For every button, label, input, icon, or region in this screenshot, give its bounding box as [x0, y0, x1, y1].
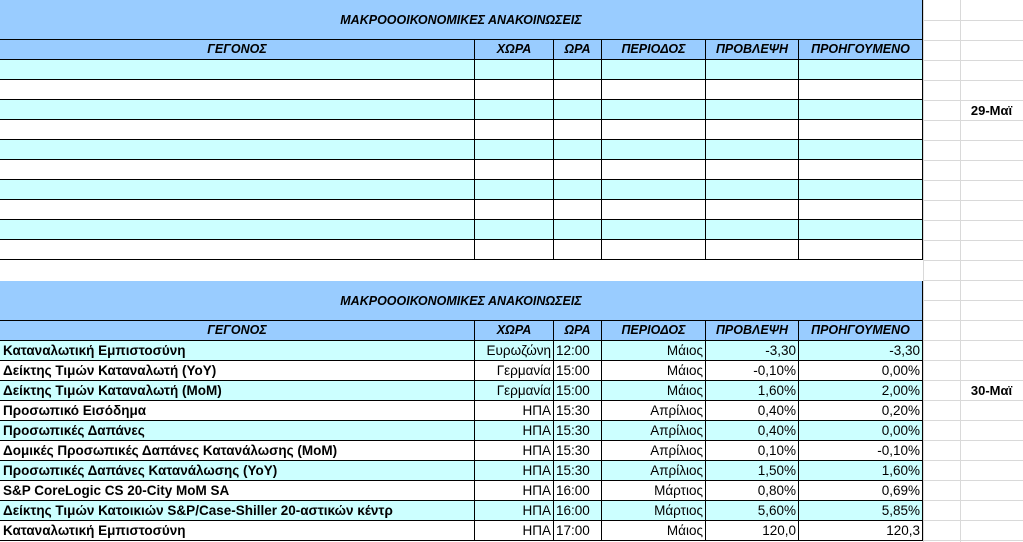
- cell-event[interactable]: Καταναλωτική Εμπιστοσύνη: [0, 521, 475, 541]
- cell-previous[interactable]: 0,00%: [799, 361, 923, 381]
- column-header-previous: ΠΡΟΗΓΟΥΜΕΝΟ: [799, 40, 923, 60]
- gridline: [923, 300, 1023, 301]
- cell-event[interactable]: S&P CoreLogic CS 20-City MoM SA: [0, 481, 475, 501]
- cell-event[interactable]: [0, 120, 475, 140]
- cell-previous[interactable]: 120,3: [799, 521, 923, 541]
- gridline: [923, 340, 1023, 341]
- cell-previous[interactable]: 0,69%: [799, 481, 923, 501]
- gridline: [923, 100, 1023, 101]
- cell-event[interactable]: Προσωπικές Δαπάνες Κατανάλωσης (YoY): [0, 461, 475, 481]
- cell-period[interactable]: Μάρτιος: [602, 501, 706, 521]
- cell-event[interactable]: [0, 100, 475, 120]
- cell-forecast[interactable]: 1,60%: [706, 381, 799, 401]
- cell-event[interactable]: [0, 140, 475, 160]
- cell-period[interactable]: [602, 240, 706, 260]
- cell-previous[interactable]: 2,00%: [799, 381, 923, 401]
- cell-event[interactable]: [0, 220, 475, 240]
- cell-time[interactable]: 15:30: [554, 461, 602, 481]
- cell-event[interactable]: Δείκτης Τιμών Κατοικιών S&P/Case-Shiller 20-αστικών κέντρ: [0, 501, 475, 521]
- cell-time[interactable]: 15:00: [554, 361, 602, 381]
- cell-forecast[interactable]: [706, 60, 799, 80]
- cell-event[interactable]: [0, 60, 475, 80]
- cell-time[interactable]: [554, 240, 602, 260]
- cell-forecast[interactable]: 0,80%: [706, 481, 799, 501]
- cell-forecast[interactable]: 0,40%: [706, 421, 799, 441]
- cell-event[interactable]: Προσωπικό Εισόδημα: [0, 401, 475, 421]
- gridline: [923, 260, 1023, 261]
- cell-forecast[interactable]: 0,10%: [706, 441, 799, 461]
- cell-time[interactable]: [554, 140, 602, 160]
- cell-previous[interactable]: [799, 200, 923, 220]
- cell-period[interactable]: [602, 160, 706, 180]
- gridline: [923, 80, 1023, 81]
- cell-country[interactable]: Γερμανία: [475, 361, 554, 381]
- gridline: [923, 60, 1023, 61]
- column-header-forecast: ΠΡΟΒΛΕΨΗ: [706, 40, 799, 60]
- gridline: [923, 480, 1023, 481]
- cell-event[interactable]: Δομικές Προσωπικές Δαπάνες Κατανάλωσης (MoM): [0, 441, 475, 461]
- cell-previous[interactable]: [799, 180, 923, 200]
- cell-country[interactable]: [475, 140, 554, 160]
- gridline: [923, 420, 1023, 421]
- cell-country[interactable]: [475, 120, 554, 140]
- cell-forecast[interactable]: [706, 160, 799, 180]
- cell-event[interactable]: [0, 80, 475, 100]
- cell-period[interactable]: Απρίλιος: [602, 421, 706, 441]
- gridline: [923, 520, 1023, 521]
- column-header-forecast: ΠΡΟΒΛΕΨΗ: [706, 321, 799, 341]
- cell-country[interactable]: ΗΠΑ: [475, 501, 554, 521]
- cell-period[interactable]: Μάιος: [602, 361, 706, 381]
- cell-forecast[interactable]: [706, 180, 799, 200]
- cell-country[interactable]: [475, 60, 554, 80]
- column-header-country: ΧΩΡΑ: [475, 321, 554, 341]
- cell-previous[interactable]: [799, 220, 923, 240]
- column-header-event: ΓΕΓΟΝΟΣ: [0, 40, 475, 60]
- cell-previous[interactable]: 0,00%: [799, 421, 923, 441]
- cell-time[interactable]: [554, 60, 602, 80]
- cell-forecast[interactable]: -0,10%: [706, 361, 799, 381]
- cell-forecast[interactable]: [706, 140, 799, 160]
- gridline: [923, 440, 1023, 441]
- cell-country[interactable]: [475, 160, 554, 180]
- cell-previous[interactable]: [799, 100, 923, 120]
- cell-event[interactable]: [0, 240, 475, 260]
- column-header-period: ΠΕΡΙΟΔΟΣ: [602, 40, 706, 60]
- cell-forecast[interactable]: [706, 220, 799, 240]
- cell-time[interactable]: 16:00: [554, 501, 602, 521]
- cell-country[interactable]: ΗΠΑ: [475, 441, 554, 461]
- cell-country[interactable]: Γερμανία: [475, 381, 554, 401]
- cell-previous[interactable]: [799, 240, 923, 260]
- column-header-time: ΩΡΑ: [554, 321, 602, 341]
- cell-previous[interactable]: [799, 60, 923, 80]
- cell-period[interactable]: Μάιος: [602, 341, 706, 361]
- cell-period[interactable]: [602, 220, 706, 240]
- gridline: [923, 20, 1023, 21]
- cell-country[interactable]: ΗΠΑ: [475, 521, 554, 541]
- cell-period[interactable]: [602, 140, 706, 160]
- gridline: [923, 320, 1023, 321]
- cell-forecast[interactable]: -3,30: [706, 341, 799, 361]
- cell-country[interactable]: ΗΠΑ: [475, 421, 554, 441]
- gridline: [923, 240, 1023, 241]
- cell-forecast[interactable]: [706, 240, 799, 260]
- cell-country[interactable]: [475, 220, 554, 240]
- cell-period[interactable]: Μάιος: [602, 381, 706, 401]
- cell-country[interactable]: ΗΠΑ: [475, 401, 554, 421]
- cell-period[interactable]: [602, 180, 706, 200]
- cell-forecast[interactable]: [706, 100, 799, 120]
- cell-time[interactable]: [554, 120, 602, 140]
- cell-forecast[interactable]: [706, 120, 799, 140]
- cell-event[interactable]: Δείκτης Τιμών Καταναλωτή (MoM): [0, 381, 475, 401]
- cell-period[interactable]: Μάρτιος: [602, 481, 706, 501]
- cell-time[interactable]: 17:00: [554, 521, 602, 541]
- cell-previous[interactable]: -3,30: [799, 341, 923, 361]
- column-header-time: ΩΡΑ: [554, 40, 602, 60]
- gridline: [923, 220, 1023, 221]
- cell-country[interactable]: Ευρωζώνη: [475, 341, 554, 361]
- cell-forecast[interactable]: 0,40%: [706, 401, 799, 421]
- gridline: [923, 460, 1023, 461]
- cell-period[interactable]: [602, 80, 706, 100]
- cell-event[interactable]: Καταναλωτική Εμπιστοσύνη: [0, 341, 475, 361]
- cell-period[interactable]: Απρίλιος: [602, 401, 706, 421]
- cell-time[interactable]: [554, 160, 602, 180]
- cell-time[interactable]: 16:00: [554, 481, 602, 501]
- cell-previous[interactable]: [799, 120, 923, 140]
- cell-time[interactable]: 15:30: [554, 441, 602, 461]
- gridline: [923, 40, 1023, 41]
- cell-period[interactable]: [602, 120, 706, 140]
- gridline: [923, 180, 1023, 181]
- cell-forecast[interactable]: [706, 200, 799, 220]
- cell-previous[interactable]: [799, 160, 923, 180]
- cell-country[interactable]: [475, 100, 554, 120]
- cell-event[interactable]: [0, 200, 475, 220]
- cell-time[interactable]: [554, 180, 602, 200]
- date-label: 30-Μαϊ: [970, 383, 1013, 398]
- cell-previous[interactable]: 5,85%: [799, 501, 923, 521]
- column-header-event: ΓΕΓΟΝΟΣ: [0, 321, 475, 341]
- gridline: [923, 500, 1023, 501]
- cell-forecast[interactable]: [706, 80, 799, 100]
- cell-period[interactable]: Απρίλιος: [602, 461, 706, 481]
- gridline: [923, 120, 1023, 121]
- gridline: [923, 200, 1023, 201]
- table-title: ΜΑΚΡΟΟΟΙΚΟΝΟΜΙΚΕΣ ΑΝΑΚΟΙΝΩΣΕΙΣ: [0, 281, 923, 321]
- cell-previous[interactable]: 1,60%: [799, 461, 923, 481]
- cell-period[interactable]: Απρίλιος: [602, 441, 706, 461]
- cell-time[interactable]: 15:30: [554, 401, 602, 421]
- gridline: [923, 140, 1023, 141]
- cell-event[interactable]: Προσωπικές Δαπάνες: [0, 421, 475, 441]
- gridline: [923, 280, 1023, 281]
- cell-previous[interactable]: 0,20%: [799, 401, 923, 421]
- date-label: 29-Μαϊ: [970, 103, 1013, 118]
- column-header-previous: ΠΡΟΗΓΟΥΜΕΝΟ: [799, 321, 923, 341]
- cell-event[interactable]: [0, 160, 475, 180]
- cell-period[interactable]: [602, 100, 706, 120]
- cell-event[interactable]: Δείκτης Τιμών Καταναλωτή (YoY): [0, 361, 475, 381]
- column-header-period: ΠΕΡΙΟΔΟΣ: [602, 321, 706, 341]
- cell-time[interactable]: 15:00: [554, 381, 602, 401]
- cell-time[interactable]: 12:00: [554, 341, 602, 361]
- cell-period[interactable]: [602, 200, 706, 220]
- cell-country[interactable]: ΗΠΑ: [475, 481, 554, 501]
- column-header-country: ΧΩΡΑ: [475, 40, 554, 60]
- cell-country[interactable]: [475, 200, 554, 220]
- cell-time[interactable]: [554, 80, 602, 100]
- cell-previous[interactable]: [799, 80, 923, 100]
- cell-time[interactable]: [554, 220, 602, 240]
- cell-time[interactable]: 15:30: [554, 421, 602, 441]
- gridline: [923, 360, 1023, 361]
- cell-period[interactable]: Μάιος: [602, 521, 706, 541]
- cell-country[interactable]: [475, 180, 554, 200]
- table-title: ΜΑΚΡΟΟΟΙΚΟΝΟΜΙΚΕΣ ΑΝΑΚΟΙΝΩΣΕΙΣ: [0, 0, 923, 40]
- cell-forecast[interactable]: 1,50%: [706, 461, 799, 481]
- gridline: [923, 400, 1023, 401]
- cell-country[interactable]: ΗΠΑ: [475, 461, 554, 481]
- cell-period[interactable]: [602, 60, 706, 80]
- cell-forecast[interactable]: 120,0: [706, 521, 799, 541]
- cell-country[interactable]: [475, 240, 554, 260]
- gridline: [923, 540, 1023, 541]
- gridline: [923, 160, 1023, 161]
- cell-previous[interactable]: -0,10%: [799, 441, 923, 461]
- cell-previous[interactable]: [799, 140, 923, 160]
- cell-event[interactable]: [0, 180, 475, 200]
- cell-forecast[interactable]: 5,60%: [706, 501, 799, 521]
- cell-time[interactable]: [554, 100, 602, 120]
- cell-country[interactable]: [475, 80, 554, 100]
- gridline: [923, 380, 1023, 381]
- cell-time[interactable]: [554, 200, 602, 220]
